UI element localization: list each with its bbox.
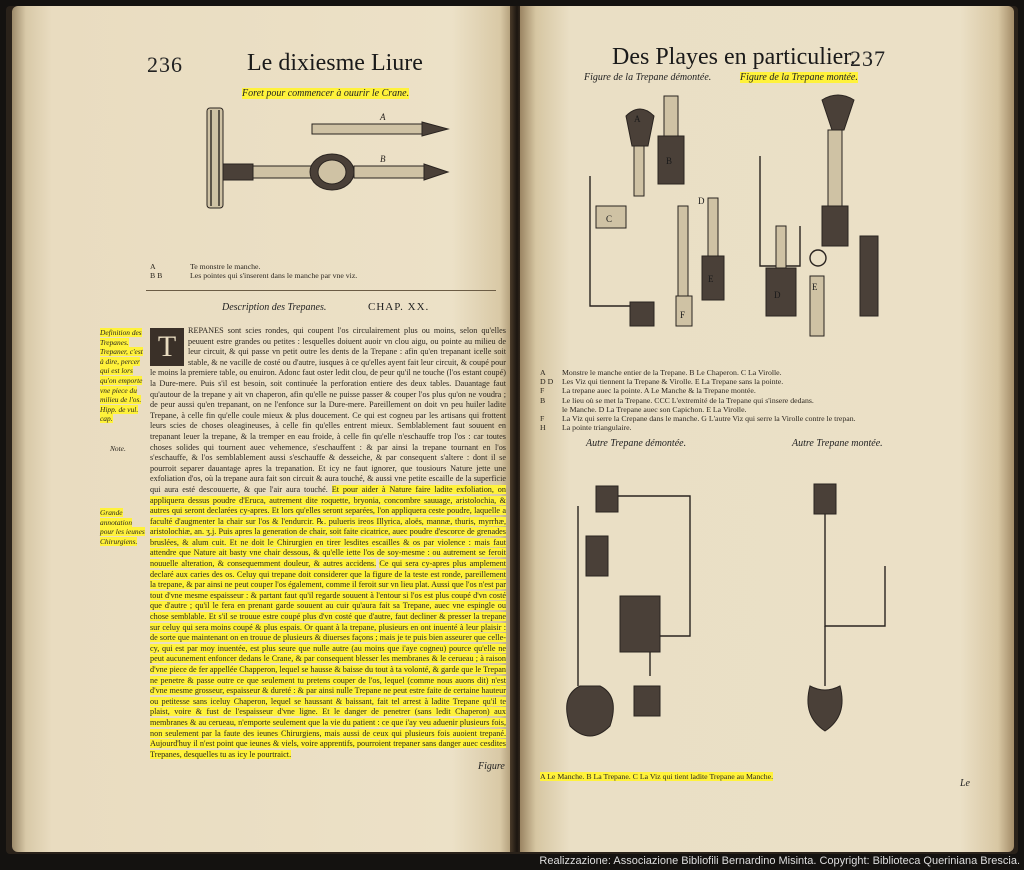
- legend-row: D D Les Viz qui tiennent la Trepane & Virolle. E La Trepane sans la pointe.: [540, 377, 784, 387]
- margin-note-definition: Definition des Trepanes. Trepaner, c'est à dire, percer qui est lors qu'on emporte vne piece du milieu de l'os. Hipp. de vul. cap.: [100, 328, 143, 424]
- figure-letter-a: A: [380, 112, 386, 122]
- body-paragraph-2: Et pour aider à Nature faire ladite exfoliation, on appliquera dessus poudre d'Eruca, autrement dite roquette, bryonia, concombre sauuage, aristolochia, & autres qui seront declarées cy-apres. Et lors qu'elles seront separées, l'on appliquera ceste poudre, laquelle a faculté d'augmenter la chair sur l'os & l'endurcir. ℞. pulueris ireos Illyrica, aloës, mannæ, thuris, myrrhæ, aristolochiæ, an. ʒ.j. Puis apres la generation de chair, soit faite cicatrice, auec poudre d'escorce de grenades bruslées, & alum cuit. Et ne doit le Chirurgien en tirer lesdites escailles & os par violence : mais faut attendre que Nature ait basty vne chair dessous, & qu'elle iette l'os de soy-mesme : ou autrement se feroit nouuelle alteration, & consequemment douleur, & autres accidens.: [150, 484, 506, 569]
- fig-letter: F: [680, 310, 686, 320]
- legend-row: le Manche. D La Trepane auec son Capichon. E La Virolle.: [562, 404, 747, 414]
- fig-letter: D: [698, 196, 705, 206]
- fig-letter: E: [812, 282, 818, 292]
- legend-row: F La trepane auec la pointe. A Le Manche & la Trepane montée.: [540, 386, 756, 396]
- trepan-parts-illustration: [560, 86, 920, 356]
- fig-letter: D: [774, 290, 781, 300]
- fig-letter: C: [606, 214, 613, 224]
- caption-dismounted: Figure de la Trepane démontée.: [584, 72, 712, 83]
- drill-illustration: [182, 102, 452, 212]
- credits: Realizzazione: Associazione Bibliofili Bernardino Misinta. Copyright: Biblioteca Queriniana Brescia.: [539, 855, 1020, 867]
- open-book: [6, 6, 1018, 854]
- page-number-right: 237: [850, 46, 886, 71]
- legend-row: B B Les pointes qui s'inserent dans le manche par vne viz.: [150, 271, 358, 281]
- margin-note-note: Note.: [110, 444, 126, 453]
- other-trepan-illustration: [550, 456, 970, 756]
- running-head-right: Des Playes en particulier.: [612, 44, 856, 70]
- catchword-right: Le: [960, 778, 970, 789]
- legend-left: [150, 262, 480, 280]
- legend-row: H La pointe triangulaire.: [540, 423, 632, 433]
- caption-other-mounted: Autre Trepane montée.: [792, 438, 883, 449]
- legend-right: [540, 368, 960, 432]
- right-page: [520, 6, 1014, 852]
- fig-letter: E: [708, 274, 714, 284]
- figure-letter-b: B: [380, 154, 386, 164]
- bottom-legend: A Le Manche. B La Trepane. C La Viz qui tient ladite Trepane au Manche.: [540, 772, 774, 781]
- legend-row: A Monstre le manche entier de la Trepane. B Le Chaperon. C La Virolle.: [540, 368, 782, 377]
- body-text: [150, 326, 507, 759]
- chapter-label: CHAP. XX.: [368, 301, 430, 313]
- left-page: [12, 6, 516, 852]
- legend-row: A Te monstre le manche.: [150, 262, 261, 271]
- divider: [146, 290, 496, 291]
- body-paragraph-1: REPANES sont scies rondes, qui coupent l'os circulairement plus ou moins, selon qu'elles peuuent estre grandes ou petites : lesquelles doiuent auoir vn clou aigu, ou pointe au milieu de leur circuit, & qui passe vn petit outre les dents de la Trepane : afin qu'en trepanant icelle soit stable, & ne vacille de costé ou d'autre, iusques à ce qu'elles ayent fait leur circuit, & coupé pour le moins la premiere table, ou enuiron. Adonc faut oster ledit clou, de peur qu'il ne touche (l'os estant coupé) la Dure-mere. Puis s'il est besoin, soit continuée la perforation entiere des deux tables. Dauantage faut qu'autour de la trepane y ait vn chaperon, afin qu'elle ne puisse passer & couper l'os plus qu'on ne voudra ; de peur aussi qu'en trepanant, on ne l'enfonce sur la Dure-mere. Pareillement on doit vn peu huiler ladite Trepane, à celle fin qu'elle coule mieux & plus doucement. Ce qui est cogneu par les artisans qui frottent leurs scies de choses oleagineuses, à celle fin qu'elles entrent mieux. Semblablement faut souuent en trepanant leuer la trepane, & la tremper en eau froide, à celle fin qu'elle n'eschauffe trop l'os : car toutes choses solides qui tournent auec vehemence, s'eschauffent : & par ainsi la trepane tournant en l'os s'eschauffe, & l'os semblablement aussi s'eschauffe & desseiche, & par consequent s'altere : dont il se pourroit separer dauantage apres la trepanation. Et icy ne faut ignorer, que tousiours Nature jette une exfoliation d'os, où la trepane aura fait son circuit & aura touché, & aussi vne petite escaille de la superficie qui aura esté descouuerte, & que l'air aura touché.: [150, 326, 506, 494]
- body-paragraph-3: Ce qui sera cy-apres plus amplement declaré aux caries des os. Celuy qui trepane doit considerer que la figure de la teste est ronde, pareillement la trepane, & par ainsi ne peut couper l'os également, comme il feroit sur vn lieu plat. Aussi que l'os n'est par tout d'vne mesme espaisseur : & partant faut qu'il regarde souuent à l'entour si l'os est plus coupé d'vn costé que d'autre ; qu'il le fera en prenant garde souuent au cuir qu'aura fait sa Trepane, auec vne espingle ou chose semblable. Et s'il se trouue estre coupé plus d'vn costé que d'autre, faut decliner & presser la trepane sur celuy qui sera moins coupé & plus espais. Or quant à la trepane, plusieurs en ont inuenté à leur plaisir : de sorte que maintenant on en trouue de plusieurs & diuerses façons ; mais je te puis bien asseurer que celle-cy, qui est par moy inuentée, est plus seure que nulle autre (au moins que i'aye cogneu) pource qu'elle ne peut aucunement enfoncer dedans le Crane, & par consequent blesser les membranes & le cerueau ; à raison d'vne piece de fer appellée Chapperon, lequel se hausse & baisse du tout à ta volonté, & garde que le Trepan ne penetre & passe outre ce que seulement tu pretens couper de l'os, lequel (comme nous auons dit) n'est d'vne mesme grosseur, espaisseur & dureté : & par ainsi nulle Trepane ne peut estre faite de certaine hauteur ou petitesse sans iceluy Chaperon, lequel se haussant & baissant, fait tel arrest à ladite Trepane qu'il te plaist, voire & fust de l'espaisseur d'vne ligne. Et le danger de penetrer (sans ledit Chaperon) aux membranes & au cerueau, n'emporte seulement que la vie du patient : ce que i'ay veu aduenir plusieurs fois, non seulement par la faute des ieunes Chirurgiens, mais aussi de ceux qui plusieurs fois auoient trepané. Aujourd'huy il n'est point que ieunes & viels, voire apprentifs, pourroient trepaner sans danger auec cesdites Trepanes, desquelles tu as icy le pourtraict.: [150, 559, 507, 759]
- legend-row: F La Viz qui serre la Crepane dans le manche. G L'autre Viz qui serre la Virolle contre le trepan.: [540, 414, 856, 424]
- fig-letter: B: [666, 156, 673, 166]
- drop-cap: T: [150, 328, 184, 366]
- running-head-left: Le dixiesme Liure: [247, 50, 423, 76]
- section-title: Description des Trepanes.: [222, 302, 327, 313]
- margin-note-annotation: Grande annotation pour les ieunes Chirurgiens.: [100, 508, 145, 546]
- page-number-left: 236: [147, 52, 183, 77]
- caption-mounted: Figure de la Trepane montée.: [740, 72, 858, 83]
- fig-letter: A: [634, 114, 641, 124]
- legend-row: B Le lieu où se met la Trepane. CCC L'extremité de la Trepane qui s'insere dedans.: [540, 395, 814, 405]
- caption-other-dismounted: Autre Trepane démontée.: [586, 438, 687, 449]
- figure-caption-left: Foret pour commencer à ouurir le Crane.: [242, 88, 410, 99]
- catchword-left: Figure: [478, 761, 505, 772]
